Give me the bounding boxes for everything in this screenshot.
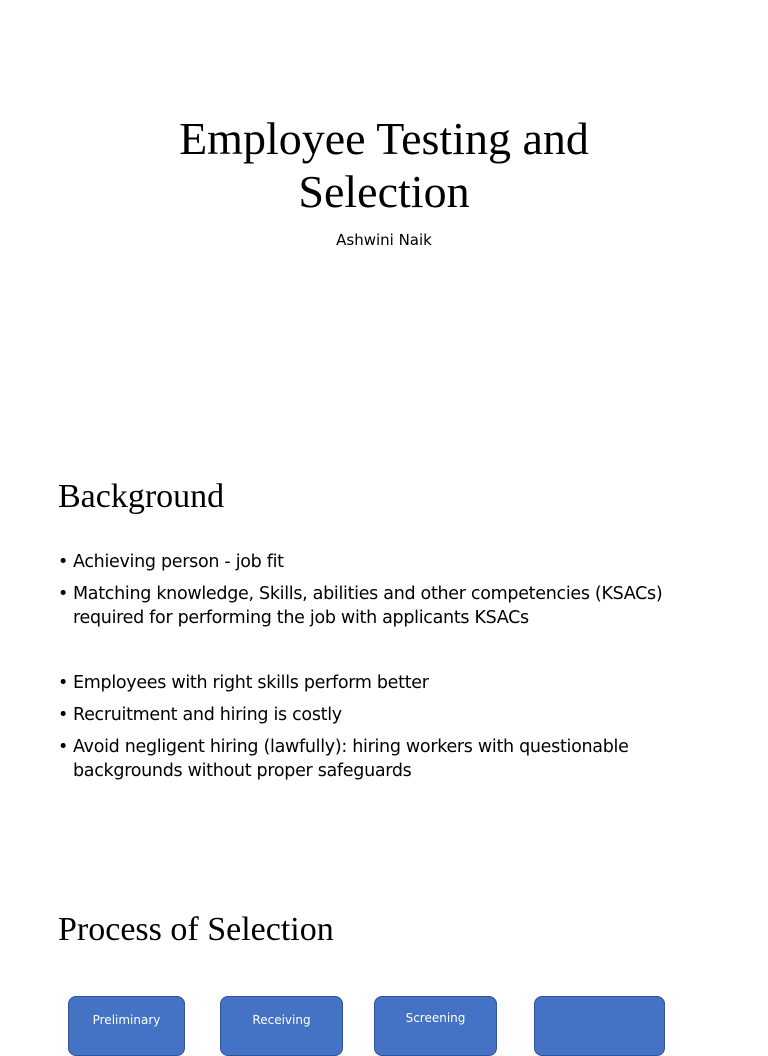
process-step-preliminary: Preliminary	[68, 996, 185, 1056]
background-heading: Background	[58, 478, 225, 515]
process-heading: Process of Selection	[58, 911, 334, 948]
bullet-item	[58, 735, 738, 783]
bullet-item	[58, 671, 738, 695]
background-bullets-group-1	[58, 550, 738, 638]
process-step-receiving: Receiving	[220, 996, 343, 1056]
bullet-dot: •	[58, 673, 69, 693]
bullet-text: Recruitment and hiring is costly	[73, 705, 342, 725]
slide-title-line-1: Employee Testing and	[179, 113, 589, 164]
slide-title	[0, 112, 768, 218]
author-name: Ashwini Naik	[336, 231, 432, 249]
background-bullets-group-2	[58, 671, 738, 791]
bullet-text: Avoid negligent hiring (lawfully): hiring workers with questionable backgrounds without proper safeguards	[73, 737, 629, 781]
bullet-item	[58, 582, 738, 630]
bullet-text: Achieving person - job fit	[73, 552, 284, 572]
bullet-dot: •	[58, 552, 69, 572]
slide-title-line-2: Selection	[298, 166, 470, 217]
bullet-dot: •	[58, 705, 69, 725]
bullet-text: Employees with right skills perform better	[73, 673, 429, 693]
bullet-text: Matching knowledge, Skills, abilities and other competencies (KSACs) required for performing the job with applicants KSACs	[73, 584, 663, 628]
process-step-screening: Screening	[374, 996, 497, 1056]
bullet-item	[58, 550, 738, 574]
bullet-item	[58, 703, 738, 727]
bullet-dot: •	[58, 737, 69, 757]
bullet-dot: •	[58, 584, 69, 604]
process-step-4	[534, 996, 665, 1056]
